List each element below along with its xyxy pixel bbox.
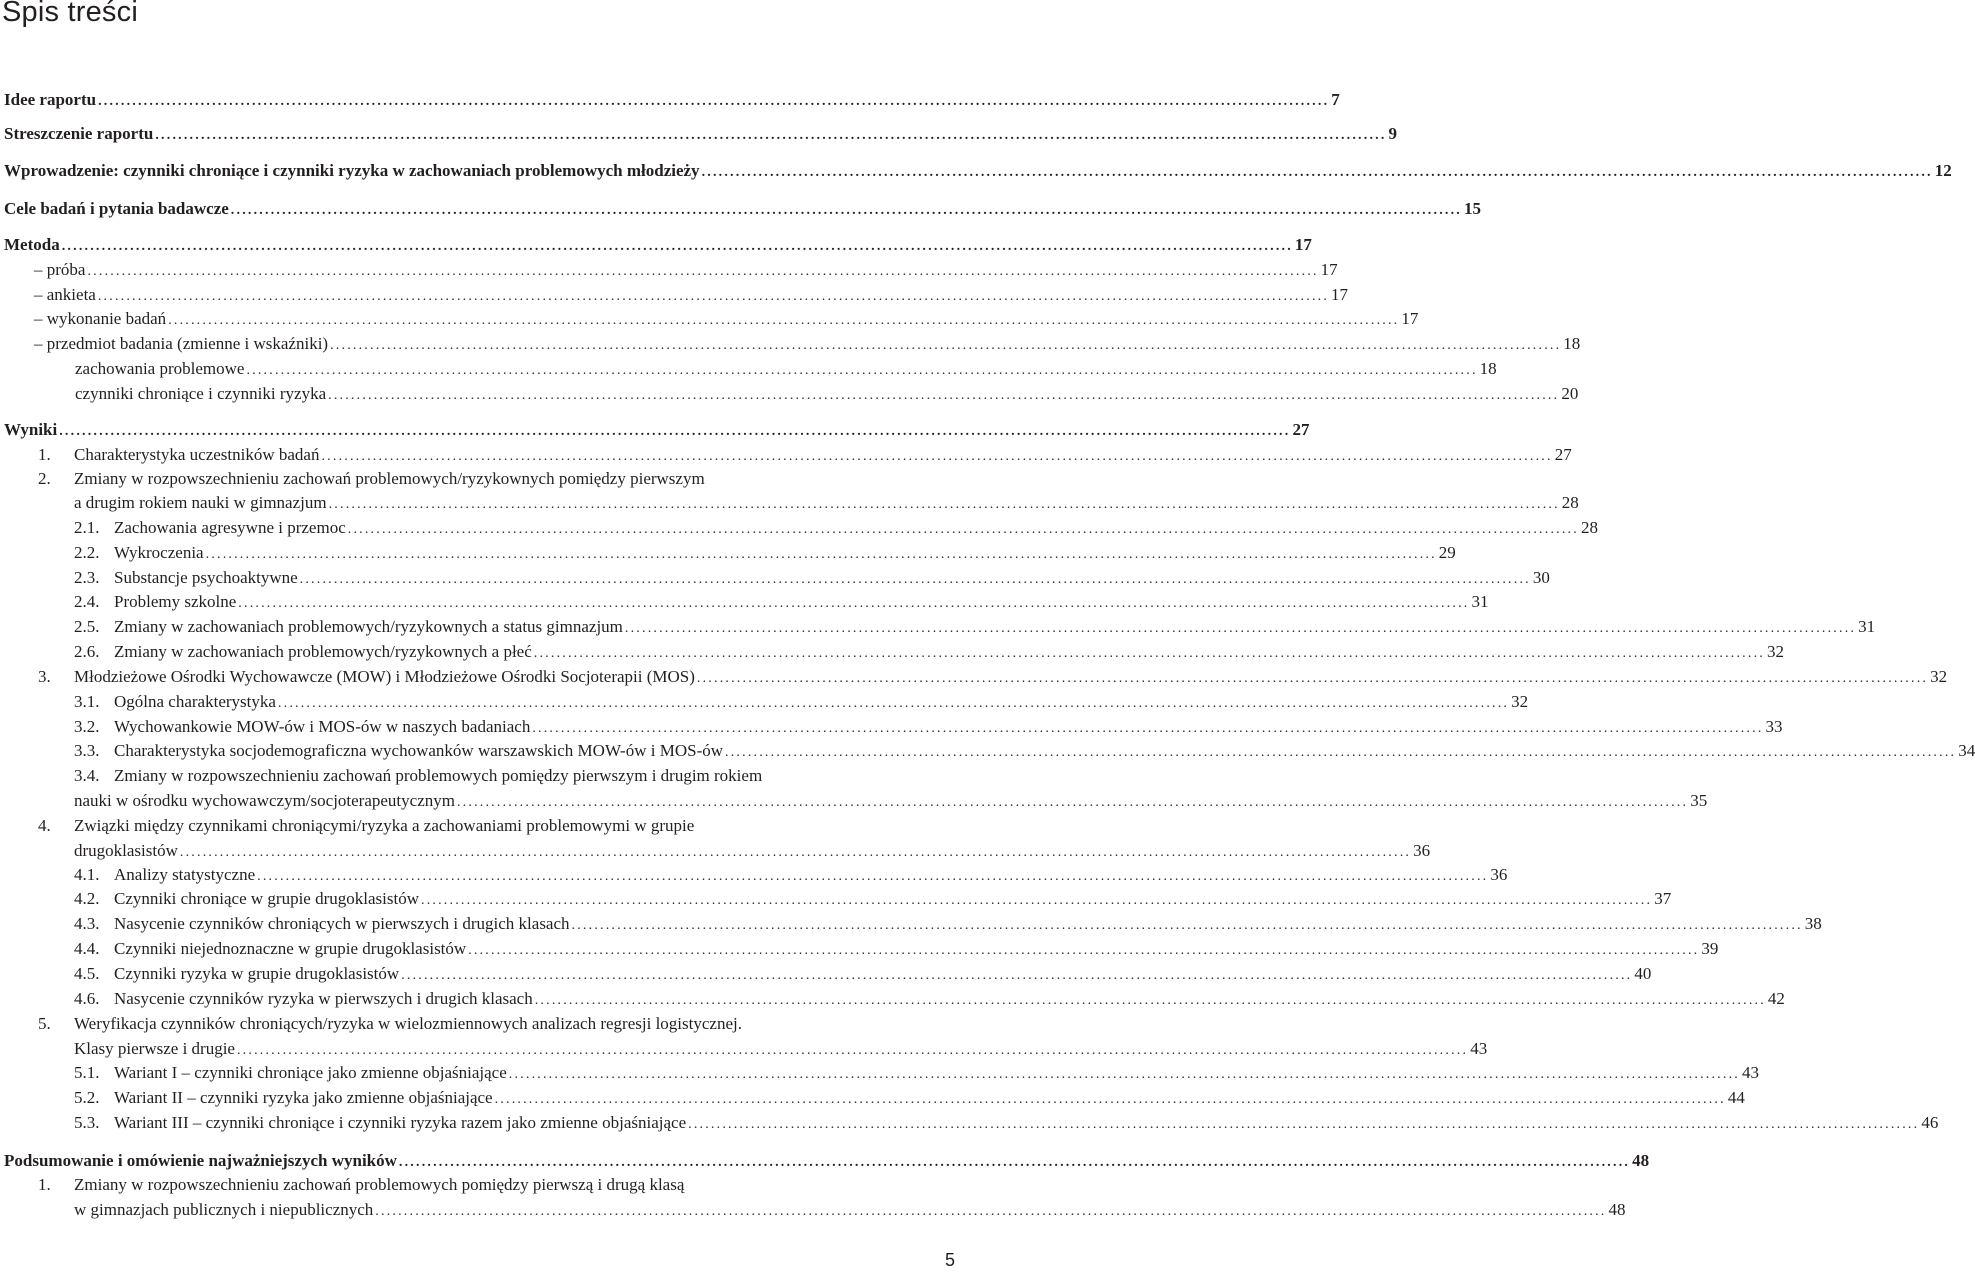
- toc-entry-title: Podsumowanie i omówienie najważniejszych wyników: [4, 1151, 397, 1170]
- toc-entry-title: Wyniki: [4, 420, 58, 439]
- toc-entry-page: 48: [1608, 1200, 1626, 1219]
- dot-leader: [98, 285, 1329, 309]
- page-title: Spis treści: [2, 0, 138, 28]
- toc-entry-title: Zmiany w zachowaniach problemowych/ryzykownych a płeć: [114, 642, 532, 661]
- toc-entry-number: 2.4.: [74, 592, 100, 611]
- toc-entry-page: 28: [1561, 493, 1579, 512]
- toc-entry-title[interactable]: Weryfikacja czynników chroniących/ryzyka w wielozmiennowych analizach regresji logistycznej.: [74, 1014, 742, 1033]
- dot-leader: [509, 1063, 1740, 1087]
- dot-leader: [168, 309, 1399, 333]
- toc-entry-page: 48: [1632, 1151, 1650, 1170]
- toc-entry-page: 30: [1532, 568, 1550, 587]
- toc-entry-title: Charakterystyka uczestników badań: [74, 445, 320, 464]
- toc-entry-title[interactable]: Zmiany w rozpowszechnieniu zachowań problemowych pomiędzy pierwszą i drugą klasą: [74, 1175, 685, 1194]
- toc-entry-number: 3.2.: [74, 717, 100, 736]
- toc-entry-number: 2.6.: [74, 642, 100, 661]
- toc-entry-title: nauki w ośrodku wychowawczym/socjoterapeutycznym: [74, 791, 455, 810]
- toc-entry-title: Wprowadzenie: czynniki chroniące i czynniki ryzyka w zachowaniach problemowych młodzieży: [4, 161, 700, 180]
- toc-entry-number: 4.2.: [74, 889, 100, 908]
- toc-entry-page: 42: [1767, 989, 1785, 1008]
- toc-entry[interactable]: [34, 283, 1349, 307]
- toc-entry[interactable]: [114, 566, 1550, 590]
- toc-entry-title: Wychowankowie MOW-ów i MOS-ów w naszych badaniach: [114, 717, 531, 736]
- toc-entry[interactable]: [114, 987, 1785, 1011]
- toc-entry[interactable]: [114, 937, 1719, 961]
- toc-entry[interactable]: [74, 789, 1708, 813]
- toc-entry-title: drugoklasistów: [74, 841, 178, 860]
- dot-leader: [62, 235, 1293, 259]
- toc-entry-page: 31: [1858, 617, 1876, 636]
- toc-entry-title: Klasy pierwsze i drugie: [74, 1039, 235, 1058]
- toc-entry-number: 2.5.: [74, 617, 100, 636]
- toc-entry-page: 43: [1470, 1039, 1488, 1058]
- toc-entry[interactable]: [114, 1061, 1759, 1085]
- toc-entry-page: 31: [1471, 592, 1489, 611]
- dot-leader: [238, 592, 1469, 616]
- toc-entry-number: 4.1.: [74, 865, 100, 884]
- toc-entry-page: 36: [1490, 865, 1508, 884]
- dot-leader: [421, 889, 1652, 913]
- toc-entry-title: Ogólna charakterystyka: [114, 692, 276, 711]
- toc-entry-title: Zmiany w zachowaniach problemowych/ryzykownych a status gimnazjum: [114, 617, 623, 636]
- toc-entry-number: 5.: [38, 1014, 51, 1033]
- toc-entry-title: Nasycenie czynników chroniących w pierwszych i drugich klasach: [114, 914, 570, 933]
- dot-leader: [206, 543, 1437, 567]
- dot-leader: [237, 1039, 1468, 1063]
- toc-entry-title: – wykonanie badań: [34, 309, 167, 328]
- toc-entry[interactable]: [74, 665, 1948, 689]
- toc-entry-page: 27: [1292, 420, 1310, 439]
- toc-entry-title: Charakterystyka socjodemograficzna wychowanków warszawskich MOW-ów i MOS-ów: [114, 741, 724, 760]
- dot-leader: [330, 334, 1561, 358]
- toc-entry[interactable]: [4, 122, 1398, 146]
- toc-entry-page: 27: [1554, 445, 1572, 464]
- toc-entry[interactable]: [114, 516, 1598, 540]
- toc-entry-page: 33: [1765, 717, 1783, 736]
- toc-entry-title: Metoda: [4, 235, 60, 254]
- toc-entry[interactable]: [34, 307, 1419, 331]
- dot-leader: [87, 260, 1318, 284]
- toc-entry-number: 3.: [38, 667, 51, 686]
- toc-entry[interactable]: [4, 197, 1481, 221]
- dot-leader: [300, 568, 1531, 592]
- dot-leader: [401, 964, 1632, 988]
- toc-entry-page: 38: [1804, 914, 1822, 933]
- toc-entry-number: 2.1.: [74, 518, 100, 537]
- toc-entry[interactable]: [4, 88, 1340, 112]
- toc-entry-page: 15: [1464, 199, 1481, 218]
- toc-entry-page: 20: [1561, 384, 1579, 403]
- toc-entry-page: 36: [1413, 841, 1431, 860]
- toc-entry[interactable]: [114, 1111, 1939, 1135]
- toc-entry-page: 43: [1741, 1063, 1759, 1082]
- toc-entry-number: 4.4.: [74, 939, 100, 958]
- toc-entry-title: Wariant II – czynniki ryzyka jako zmienne objaśniające: [114, 1088, 493, 1107]
- toc-entry-title: zachowania problemowe: [75, 359, 245, 378]
- toc-entry-title: – próba: [34, 260, 86, 279]
- toc-entry-number: 2.3.: [74, 568, 100, 587]
- dot-leader: [180, 841, 1411, 865]
- toc-entry[interactable]: [114, 615, 1876, 639]
- dot-leader: [697, 667, 1928, 691]
- toc-entry-title: Idee raportu: [4, 90, 97, 109]
- toc-entry[interactable]: [114, 715, 1783, 739]
- dot-leader: [246, 359, 1477, 383]
- toc-entry[interactable]: [4, 418, 1310, 442]
- toc-entry-title: – przedmiot badania (zmienne i wskaźniki): [34, 334, 329, 353]
- toc-entry-page: 17: [1294, 235, 1312, 254]
- toc-entry[interactable]: [74, 1198, 1626, 1222]
- toc-entry-page: 32: [1511, 692, 1529, 711]
- toc-entry[interactable]: [114, 640, 1784, 664]
- toc-entry-page: 12: [1934, 161, 1952, 180]
- toc-entry-title: Substancje psychoaktywne: [114, 568, 298, 587]
- toc-entry[interactable]: [4, 1149, 1650, 1173]
- toc-entry-title: Zachowania agresywne i przemoc: [114, 518, 346, 537]
- toc-entry-title: Nasycenie czynników ryzyka w pierwszych i drugich klasach: [114, 989, 533, 1008]
- toc-entry[interactable]: [34, 332, 1581, 356]
- toc-entry-number: 1.: [38, 445, 51, 464]
- dot-leader: [98, 90, 1329, 114]
- toc-entry-page: 40: [1634, 964, 1652, 983]
- dot-leader: [468, 939, 1699, 963]
- toc-entry-page: 17: [1401, 309, 1419, 328]
- toc-entry-page: 34: [1958, 741, 1975, 760]
- toc-entry[interactable]: [114, 887, 1672, 911]
- toc-entry-page: 18: [1479, 359, 1497, 378]
- toc-entry-page: 37: [1654, 889, 1672, 908]
- dot-leader: [278, 692, 1509, 716]
- toc-entry-page: 17: [1331, 285, 1349, 304]
- dot-leader: [688, 1113, 1919, 1137]
- toc-entry-number: 5.1.: [74, 1063, 100, 1082]
- toc-entry-number: 3.3.: [74, 741, 100, 760]
- toc-entry[interactable]: [34, 258, 1338, 282]
- dot-leader: [457, 791, 1688, 815]
- toc-entry-page: 39: [1701, 939, 1719, 958]
- toc-entry-title: Młodzieżowe Ośrodki Wychowawcze (MOW) i Młodzieżowe Ośrodki Socjoterapii (MOS): [74, 667, 695, 686]
- dot-leader: [328, 384, 1559, 408]
- toc-entry[interactable]: [114, 1086, 1745, 1110]
- toc-entry-page: 7: [1331, 90, 1340, 109]
- toc-entry-title: Cele badań i pytania badawcze: [4, 199, 229, 218]
- toc-entry-title: a drugim rokiem nauki w gimnazjum: [74, 493, 327, 512]
- toc-entry-number: 4.5.: [74, 964, 100, 983]
- toc-entry[interactable]: [114, 962, 1652, 986]
- dot-leader: [534, 642, 1765, 666]
- dot-leader: [375, 1200, 1606, 1224]
- toc-entry-number: 2.: [38, 469, 51, 488]
- dot-leader: [495, 1088, 1726, 1112]
- toc-entry-number: 5.3.: [74, 1113, 100, 1132]
- toc-entry-page: 17: [1320, 260, 1338, 279]
- toc-entry-title: Wariant III – czynniki chroniące i czynniki ryzyka razem jako zmienne objaśniające: [114, 1113, 687, 1132]
- dot-leader: [155, 124, 1386, 148]
- toc-entry-title: Wykroczenia: [114, 543, 204, 562]
- toc-entry-page: 9: [1388, 124, 1398, 143]
- toc-entry-number: 4.3.: [74, 914, 100, 933]
- toc-entry-page: 46: [1921, 1113, 1939, 1132]
- toc-entry-number: 3.1.: [74, 692, 100, 711]
- toc-entry[interactable]: [114, 690, 1529, 714]
- toc-entry-title: Streszczenie raportu: [4, 124, 154, 143]
- toc-entry-page: 18: [1563, 334, 1581, 353]
- toc-entry[interactable]: [74, 443, 1572, 467]
- toc-entry-title: Czynniki niejednoznaczne w grupie drugoklasistów: [114, 939, 467, 958]
- toc-entry-page: 32: [1930, 667, 1948, 686]
- toc-entry[interactable]: [4, 159, 1952, 183]
- toc-entry-title: – ankieta: [34, 285, 96, 304]
- toc-entry-page: 32: [1766, 642, 1784, 661]
- toc-entry-page: 29: [1438, 543, 1456, 562]
- dot-leader: [329, 493, 1560, 517]
- toc-entry[interactable]: [74, 491, 1579, 515]
- toc-entry-number: 4.: [38, 816, 51, 835]
- dot-leader: [702, 161, 1933, 185]
- dot-leader: [535, 989, 1766, 1013]
- dot-leader: [59, 420, 1290, 444]
- toc-entry-title: Wariant I – czynniki chroniące jako zmienne objaśniające: [114, 1063, 507, 1082]
- toc-entry-number: 4.6.: [74, 989, 100, 1008]
- dot-leader: [257, 865, 1488, 889]
- toc-entry[interactable]: [114, 739, 1975, 763]
- toc-entry-page: 28: [1580, 518, 1598, 537]
- toc-entry[interactable]: [74, 839, 1431, 863]
- toc-entry-title[interactable]: Zmiany w rozpowszechnieniu zachowań problemowych pomiędzy pierwszym i drugim rokiem: [114, 766, 763, 785]
- toc-entry-title: czynniki chroniące i czynniki ryzyka: [75, 384, 327, 403]
- toc-entry[interactable]: [75, 382, 1579, 406]
- page-number: 5: [944, 1250, 955, 1270]
- toc-entry-title: Czynniki chroniące w grupie drugoklasistów: [114, 889, 419, 908]
- toc-entry[interactable]: [75, 357, 1497, 381]
- toc-entry[interactable]: [74, 1037, 1488, 1061]
- toc-entry[interactable]: [114, 863, 1508, 887]
- toc-entry-title: Problemy szkolne: [114, 592, 237, 611]
- dot-leader: [321, 445, 1552, 469]
- toc-entry-title: Czynniki ryzyka w grupie drugoklasistów: [114, 964, 400, 983]
- toc-entry[interactable]: [114, 912, 1822, 936]
- toc-entry-number: 2.2.: [74, 543, 100, 562]
- toc-entry-title[interactable]: Zmiany w rozpowszechnieniu zachowań problemowych/ryzykownych pomiędzy pierwszym: [74, 469, 705, 488]
- dot-leader: [231, 199, 1462, 223]
- toc-entry[interactable]: [114, 590, 1489, 614]
- toc-entry-number: 5.2.: [74, 1088, 100, 1107]
- toc-entry-number: 1.: [38, 1175, 51, 1194]
- toc-entry-title: Analizy statystyczne: [114, 865, 256, 884]
- dot-leader: [725, 741, 1956, 765]
- dot-leader: [572, 914, 1803, 938]
- toc-entry[interactable]: [114, 541, 1456, 565]
- toc-entry-page: 44: [1727, 1088, 1745, 1107]
- toc-entry[interactable]: [4, 233, 1312, 257]
- toc-entry-number: 3.4.: [74, 766, 100, 785]
- dot-leader: [348, 518, 1579, 542]
- toc-entry-title: w gimnazjach publicznych i niepublicznych: [74, 1200, 374, 1219]
- toc-entry-page: 35: [1690, 791, 1708, 810]
- dot-leader: [399, 1151, 1630, 1175]
- dot-leader: [532, 717, 1763, 741]
- toc-entry-title[interactable]: Związki między czynnikami chroniącymi/ryzyka a zachowaniami problemowymi w grupie: [74, 816, 695, 835]
- dot-leader: [625, 617, 1856, 641]
